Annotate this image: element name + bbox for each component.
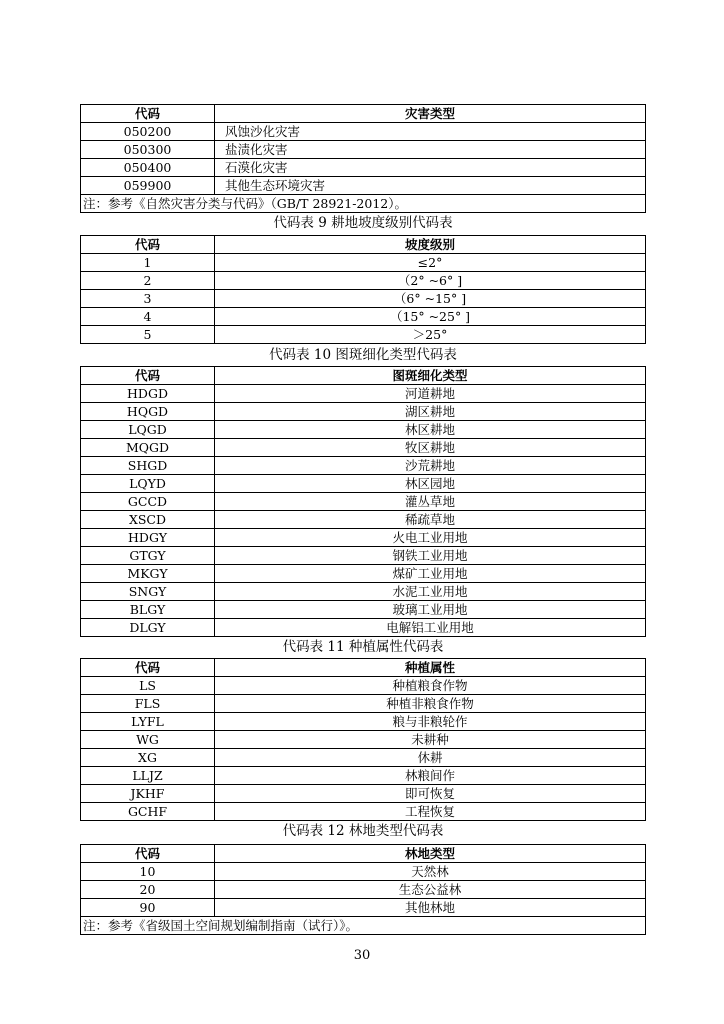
cell-value: 林区园地 [215, 475, 646, 493]
cell-code: 050400 [81, 159, 215, 177]
table-row [81, 619, 646, 637]
cell-value: 水泥工业用地 [215, 583, 646, 601]
page-number: 30 [353, 948, 371, 963]
cell-value: （15° ~25° ] [215, 308, 646, 326]
cell-value: 盐渍化灾害 [215, 141, 646, 159]
table-planting-attribute [80, 658, 646, 821]
cell-code: HQGD [81, 403, 215, 421]
cell-code: LQYD [81, 475, 215, 493]
cell-value: ＞25° [215, 326, 646, 344]
cell-code: SNGY [81, 583, 215, 601]
cell-value: ≤2° [215, 254, 646, 272]
table-row [81, 493, 646, 511]
table-row [81, 803, 646, 821]
cell-code: WG [81, 731, 215, 749]
cell-code: LYFL [81, 713, 215, 731]
cell-value: 生态公益林 [215, 881, 646, 899]
table-row [81, 583, 646, 601]
cell-value: 牧区耕地 [215, 439, 646, 457]
cell-code: FLS [81, 695, 215, 713]
header-slope-grade: 坡度级别 [215, 236, 646, 254]
header-patch-type: 图斑细化类型 [215, 367, 646, 385]
table-note: 注：参考《自然灾害分类与代码》（GB/T 28921-2012）。 [81, 195, 646, 213]
cell-code: GCHF [81, 803, 215, 821]
table-header-row [81, 845, 646, 863]
cell-code: LS [81, 677, 215, 695]
table-row [81, 677, 646, 695]
cell-code: MKGY [81, 565, 215, 583]
header-code: 代码 [81, 105, 215, 123]
cell-value: 灌丛草地 [215, 493, 646, 511]
cell-code: 050300 [81, 141, 215, 159]
table-row [81, 403, 646, 421]
table-row [81, 159, 646, 177]
header-disaster-type: 灾害类型 [215, 105, 646, 123]
cell-code: 2 [81, 272, 215, 290]
header-code: 代码 [81, 367, 215, 385]
cell-code: LQGD [81, 421, 215, 439]
cell-code: DLGY [81, 619, 215, 637]
cell-code: SHGD [81, 457, 215, 475]
header-planting-attribute: 种植属性 [215, 659, 646, 677]
cell-value: 其他生态环境灾害 [215, 177, 646, 195]
cell-value: 钢铁工业用地 [215, 547, 646, 565]
table-row [81, 695, 646, 713]
cell-value: 林区耕地 [215, 421, 646, 439]
cell-value: 林粮间作 [215, 767, 646, 785]
cell-value: 休耕 [215, 749, 646, 767]
table-row [81, 254, 646, 272]
cell-value: 稀疏草地 [215, 511, 646, 529]
cell-code: 059900 [81, 177, 215, 195]
table-row [81, 511, 646, 529]
cell-code: MQGD [81, 439, 215, 457]
cell-code: XSCD [81, 511, 215, 529]
table-disaster-type [80, 104, 646, 213]
cell-code: 90 [81, 899, 215, 917]
cell-value: 工程恢复 [215, 803, 646, 821]
table-row [81, 899, 646, 917]
cell-value: 风蚀沙化灾害 [215, 123, 646, 141]
cell-value: 湖区耕地 [215, 403, 646, 421]
cell-value: 玻璃工业用地 [215, 601, 646, 619]
cell-code: 10 [81, 863, 215, 881]
cell-code: 050200 [81, 123, 215, 141]
header-code: 代码 [81, 659, 215, 677]
cell-value: 种植粮食作物 [215, 677, 646, 695]
cell-value: 未耕种 [215, 731, 646, 749]
cell-value: 粮与非粮轮作 [215, 713, 646, 731]
header-code: 代码 [81, 236, 215, 254]
cell-code: XG [81, 749, 215, 767]
table-row [81, 421, 646, 439]
table-row [81, 547, 646, 565]
table-row [81, 565, 646, 583]
table-row [81, 308, 646, 326]
table-row [81, 290, 646, 308]
cell-value: 种植非粮食作物 [215, 695, 646, 713]
table-row [81, 123, 646, 141]
table-row [81, 272, 646, 290]
table-row [81, 385, 646, 403]
table-row [81, 601, 646, 619]
table-header-row [81, 236, 646, 254]
cell-value: 煤矿工业用地 [215, 565, 646, 583]
cell-code: 20 [81, 881, 215, 899]
cell-value: 天然林 [215, 863, 646, 881]
cell-code: 4 [81, 308, 215, 326]
table-header-row [81, 659, 646, 677]
cell-value: 即可恢复 [215, 785, 646, 803]
header-forest-type: 林地类型 [215, 845, 646, 863]
table-row [81, 863, 646, 881]
table-note-row [81, 195, 646, 213]
cell-code: HDGY [81, 529, 215, 547]
table-row [81, 785, 646, 803]
table-row [81, 713, 646, 731]
cell-value: 电解铝工业用地 [215, 619, 646, 637]
cell-value: 河道耕地 [215, 385, 646, 403]
cell-code: GTGY [81, 547, 215, 565]
cell-code: GCCD [81, 493, 215, 511]
cell-code: 1 [81, 254, 215, 272]
table-row [81, 326, 646, 344]
cell-code: HDGD [81, 385, 215, 403]
table-row [81, 177, 646, 195]
table-caption: 代码表 10 图斑细化类型代码表 [269, 347, 457, 363]
table-slope-grade [80, 235, 646, 344]
table-row [81, 529, 646, 547]
cell-code: 5 [81, 326, 215, 344]
cell-value: （6° ~15° ] [215, 290, 646, 308]
table-forest-land-type [80, 844, 646, 935]
cell-value: 石漠化灾害 [215, 159, 646, 177]
table-note-row [81, 917, 646, 935]
table-patch-refined-type [80, 366, 646, 637]
cell-code: LLJZ [81, 767, 215, 785]
table-header-row [81, 105, 646, 123]
cell-value: （2° ~6° ] [215, 272, 646, 290]
table-note: 注：参考《省级国土空间规划编制指南（试行）》。 [81, 917, 646, 935]
table-row [81, 141, 646, 159]
table-row [81, 881, 646, 899]
table-row [81, 749, 646, 767]
table-row [81, 475, 646, 493]
table-row [81, 767, 646, 785]
table-header-row [81, 367, 646, 385]
table-row [81, 731, 646, 749]
cell-value: 火电工业用地 [215, 529, 646, 547]
table-row [81, 457, 646, 475]
cell-code: JKHF [81, 785, 215, 803]
table-caption: 代码表 11 种植属性代码表 [282, 639, 444, 655]
header-code: 代码 [81, 845, 215, 863]
table-row [81, 439, 646, 457]
cell-value: 其他林地 [215, 899, 646, 917]
cell-code: 3 [81, 290, 215, 308]
cell-value: 沙荒耕地 [215, 457, 646, 475]
table-caption: 代码表 12 林地类型代码表 [282, 823, 444, 839]
table-caption: 代码表 9 耕地坡度级别代码表 [273, 215, 453, 231]
cell-code: BLGY [81, 601, 215, 619]
